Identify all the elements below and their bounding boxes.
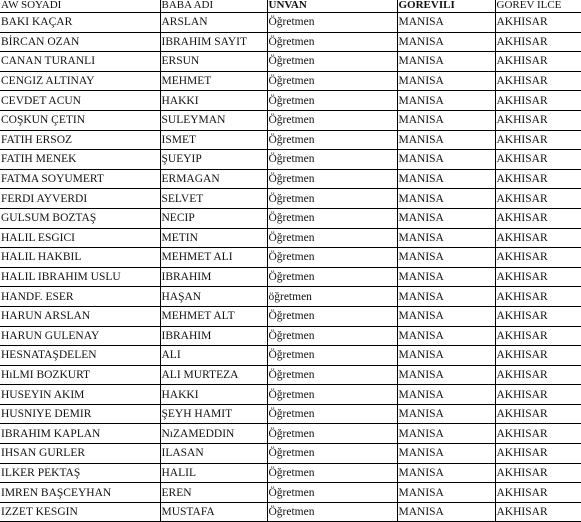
cell-ad-soyadi: FATMA SOYUMERT [0,169,160,189]
cell-gorev-ilce: AKHISAR [495,130,581,150]
cell-ad-soyadi: COŞKUN ÇETIN [0,110,160,130]
cell-baba-adi: METIN [160,228,267,248]
cell-gorev-ilce: AKHISAR [495,52,581,72]
header-baba-adi: BABA ADI [160,0,267,13]
cell-gorev-ili: MANISA [397,13,495,33]
cell-baba-adi: HAŞAN [160,287,267,307]
cell-ad-soyadi: FATIH MENEK [0,150,160,170]
cell-unvan: Öğretmen [267,208,397,228]
cell-unvan: Öğretmen [267,365,397,385]
header-unvan: UNVAN [267,0,397,13]
cell-unvan: Öğretmen [267,248,397,268]
cell-ad-soyadi: HARUN GULENAY [0,326,160,346]
table-row [0,326,581,346]
cell-gorev-ilce: AKHISAR [495,150,581,170]
table-row [0,306,581,326]
cell-gorev-ilce: AKHISAR [495,365,581,385]
table-row [0,110,581,130]
cell-ad-soyadi: CENGIZ ALTINAY [0,71,160,91]
table-row [0,32,581,52]
cell-baba-adi: SELVET [160,189,267,209]
cell-baba-adi: IBRAHIM SAYIT [160,32,267,52]
cell-baba-adi: ARSLAN [160,13,267,33]
cell-ad-soyadi: IZZET KESGIN [0,502,160,522]
cell-unvan: Öğretmen [267,306,397,326]
cell-gorev-ili: MANISA [397,71,495,91]
cell-gorev-ilce: AKHISAR [495,208,581,228]
table-row [0,91,581,111]
cell-gorev-ilce: AKHISAR [495,346,581,366]
cell-unvan: Öğretmen [267,424,397,444]
cell-unvan: Öğretmen [267,13,397,33]
cell-gorev-ilce: AKHISAR [495,228,581,248]
cell-gorev-ilce: AKHISAR [495,91,581,111]
cell-gorev-ili: MANISA [397,52,495,72]
cell-gorev-ili: MANISA [397,287,495,307]
table-row [0,346,581,366]
table-row [0,424,581,444]
cell-baba-adi: ERMAGAN [160,169,267,189]
header-gorev-ili: GOREVILI [397,0,495,13]
table-row [0,385,581,405]
cell-baba-adi: IBRAHIM [160,267,267,287]
cell-ad-soyadi: HANDF. ESER [0,287,160,307]
table-row [0,267,581,287]
table-row [0,228,581,248]
header-ad-soyadi: AW SOYADI [0,0,160,13]
cell-unvan: Öğretmen [267,228,397,248]
cell-gorev-ilce: AKHISAR [495,483,581,503]
table-row [0,404,581,424]
cell-gorev-ili: MANISA [397,32,495,52]
table-row [0,189,581,209]
table-row [0,71,581,91]
cell-unvan: Öğretmen [267,444,397,464]
cell-gorev-ili: MANISA [397,169,495,189]
cell-baba-adi: HAKKI [160,91,267,111]
header-row [0,0,581,13]
cell-unvan: Öğretmen [267,502,397,522]
cell-baba-adi: NECIP [160,208,267,228]
cell-gorev-ili: MANISA [397,365,495,385]
cell-baba-adi: ERSUN [160,52,267,72]
cell-gorev-ilce: AKHISAR [495,385,581,405]
cell-gorev-ili: MANISA [397,189,495,209]
cell-gorev-ilce: AKHISAR [495,306,581,326]
cell-gorev-ili: MANISA [397,110,495,130]
cell-gorev-ili: MANISA [397,444,495,464]
cell-ad-soyadi: HUSEYIN AKIM [0,385,160,405]
cell-baba-adi: MEHMET ALI [160,248,267,268]
cell-gorev-ili: MANISA [397,346,495,366]
table-row [0,248,581,268]
cell-unvan: Öğretmen [267,110,397,130]
cell-ad-soyadi: HALIL IBRAHIM USLU [0,267,160,287]
cell-baba-adi: HALIL [160,463,267,483]
cell-ad-soyadi: IBRAHIM KAPLAN [0,424,160,444]
cell-baba-adi: ŞEYH HAMIT [160,404,267,424]
cell-gorev-ilce: AKHISAR [495,169,581,189]
cell-gorev-ili: MANISA [397,208,495,228]
cell-ad-soyadi: IHSAN GURLER [0,444,160,464]
cell-ad-soyadi: HESNATAŞDELEN [0,346,160,366]
cell-baba-adi: MEHMET ALT [160,306,267,326]
cell-gorev-ilce: AKHISAR [495,444,581,464]
cell-gorev-ili: MANISA [397,267,495,287]
cell-baba-adi: ILASAN [160,444,267,464]
cell-gorev-ilce: AKHISAR [495,32,581,52]
table-row [0,52,581,72]
table-row [0,365,581,385]
cell-gorev-ilce: AKHISAR [495,13,581,33]
table-row [0,287,581,307]
cell-gorev-ili: MANISA [397,248,495,268]
cell-gorev-ilce: AKHISAR [495,267,581,287]
cell-ad-soyadi: HUSNIYE DEMIR [0,404,160,424]
cell-baba-adi: MEHMET [160,71,267,91]
cell-baba-adi: ISMET [160,130,267,150]
cell-unvan: Öğretmen [267,463,397,483]
cell-ad-soyadi: HALIL ESGICI [0,228,160,248]
cell-ad-soyadi: ILKER PEKTAŞ [0,463,160,483]
cell-unvan: Öğretmen [267,404,397,424]
table-row [0,483,581,503]
cell-ad-soyadi: HıLMI BOZKURT [0,365,160,385]
cell-ad-soyadi: BAKI KAÇAR [0,13,160,33]
cell-unvan: Öğretmen [267,32,397,52]
cell-ad-soyadi: BİRCAN OZAN [0,32,160,52]
cell-ad-soyadi: GULSUM BOZTAŞ [0,208,160,228]
cell-baba-adi: ALI [160,346,267,366]
cell-unvan: Öğretmen [267,267,397,287]
cell-ad-soyadi: CEVDET ACUN [0,91,160,111]
cell-baba-adi: ŞUEYIP [160,150,267,170]
cell-unvan: Öğretmen [267,169,397,189]
cell-gorev-ili: MANISA [397,130,495,150]
cell-gorev-ili: MANISA [397,91,495,111]
cell-gorev-ili: MANISA [397,463,495,483]
cell-gorev-ilce: AKHISAR [495,248,581,268]
cell-baba-adi: HAKKI [160,385,267,405]
cell-unvan: Öğretmen [267,326,397,346]
cell-gorev-ili: MANISA [397,424,495,444]
table-row [0,444,581,464]
cell-ad-soyadi: FERDI AYVERDI [0,189,160,209]
cell-unvan: Öğretmen [267,189,397,209]
table-row [0,13,581,33]
cell-gorev-ili: MANISA [397,228,495,248]
cell-gorev-ilce: AKHISAR [495,287,581,307]
cell-unvan: öğretmen [267,287,397,307]
cell-unvan: Öğretmen [267,385,397,405]
cell-unvan: Öğretmen [267,91,397,111]
cell-gorev-ilce: AKHISAR [495,463,581,483]
cell-baba-adi: MUSTAFA [160,502,267,522]
table-row [0,130,581,150]
cell-gorev-ilce: AKHISAR [495,110,581,130]
cell-gorev-ilce: AKHISAR [495,326,581,346]
cell-unvan: Öğretmen [267,130,397,150]
cell-baba-adi: IBRAHIM [160,326,267,346]
cell-gorev-ilce: AKHISAR [495,424,581,444]
cell-baba-adi: EREN [160,483,267,503]
cell-ad-soyadi: HALIL HAKBIL [0,248,160,268]
cell-unvan: Öğretmen [267,71,397,91]
table-row [0,463,581,483]
cell-baba-adi: NıZAMEDDIN [160,424,267,444]
cell-gorev-ili: MANISA [397,404,495,424]
cell-baba-adi: ALI MURTEZA [160,365,267,385]
cell-gorev-ilce: AKHISAR [495,404,581,424]
cell-gorev-ili: MANISA [397,385,495,405]
cell-baba-adi: SULEYMAN [160,110,267,130]
cell-gorev-ili: MANISA [397,306,495,326]
cell-unvan: Öğretmen [267,483,397,503]
cell-ad-soyadi: HARUN ARSLAN [0,306,160,326]
cell-gorev-ilce: AKHISAR [495,71,581,91]
table-row [0,169,581,189]
table-row [0,502,581,522]
cell-ad-soyadi: CANAN TURANLI [0,52,160,72]
cell-ad-soyadi: IMREN BAŞCEYHAN [0,483,160,503]
cell-gorev-ilce: AKHISAR [495,502,581,522]
cell-gorev-ili: MANISA [397,483,495,503]
cell-gorev-ili: MANISA [397,502,495,522]
cell-gorev-ili: MANISA [397,150,495,170]
table-row [0,150,581,170]
cell-unvan: Öğretmen [267,52,397,72]
cell-gorev-ilce: AKHISAR [495,189,581,209]
cell-unvan: Öğretmen [267,346,397,366]
cell-gorev-ili: MANISA [397,326,495,346]
cell-unvan: Öğretmen [267,150,397,170]
table-row [0,208,581,228]
header-gorev-ilce: GOREV ILCE [495,0,581,13]
cell-ad-soyadi: FATIH ERSOZ [0,130,160,150]
